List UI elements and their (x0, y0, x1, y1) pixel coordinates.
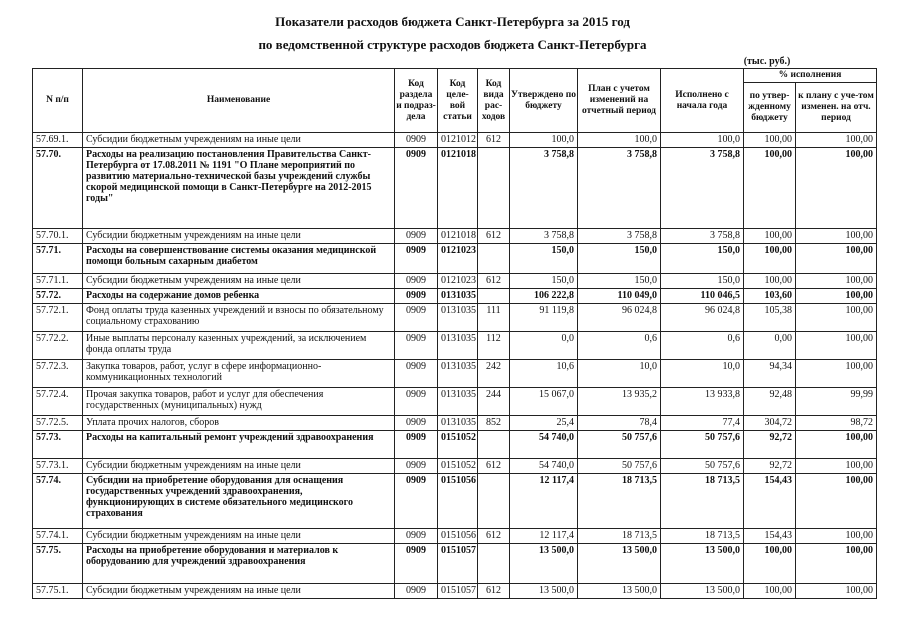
row-executed: 0,6 (661, 332, 744, 360)
row-plan: 0,6 (578, 332, 661, 360)
row-executed: 96 024,8 (661, 304, 744, 332)
row-kind-code: 112 (478, 332, 510, 360)
row-pct-plan: 100,00 (796, 332, 877, 360)
row-num: 57.72.1. (33, 304, 83, 332)
row-pct-approved: 103,60 (744, 289, 796, 304)
header-num: N п/п (33, 69, 83, 133)
row-plan: 10,0 (578, 360, 661, 388)
row-kind-code: 244 (478, 388, 510, 416)
header-pct-approved: по утвер-жденному бюджету (744, 83, 796, 133)
row-pct-approved: 100,00 (744, 133, 796, 148)
row-target-code: 0131035 (438, 388, 478, 416)
row-num: 57.70. (33, 148, 83, 229)
row-pct-plan: 100,00 (796, 474, 877, 529)
report-title-line-1: Показатели расходов бюджета Санкт-Петербурга за 2015 год (275, 14, 630, 29)
row-name: Субсидии бюджетным учреждениям на иные цели (83, 274, 395, 289)
row-plan: 150,0 (578, 244, 661, 274)
row-executed: 110 046,5 (661, 289, 744, 304)
row-plan: 96 024,8 (578, 304, 661, 332)
row-plan: 13 935,2 (578, 388, 661, 416)
row-pct-plan: 100,00 (796, 544, 877, 584)
row-section-code: 0909 (395, 388, 438, 416)
row-num: 57.73. (33, 431, 83, 459)
row-name: Расходы на совершенствование системы оказания медицинской помощи больным сахарным диабетом (83, 244, 395, 274)
row-name: Расходы на приобретение оборудования и материалов к оборудованию для учреждений здравоохранения (83, 544, 395, 584)
row-target-code: 0151052 (438, 431, 478, 459)
row-target-code: 0131035 (438, 360, 478, 388)
report-title-line-2: по ведомственной структуре расходов бюджета Санкт-Петербурга (258, 37, 647, 52)
row-num: 57.72.4. (33, 388, 83, 416)
row-name: Фонд оплаты труда казенных учреждений и взносы по обязательному социальному страхованию (83, 304, 395, 332)
row-section-code: 0909 (395, 274, 438, 289)
row-name: Расходы на содержание домов ребенка (83, 289, 395, 304)
header-section: Код раздела и подраз-дела (395, 69, 438, 133)
row-approved: 91 119,8 (510, 304, 578, 332)
table-row (33, 289, 877, 304)
table-row (33, 229, 877, 244)
row-approved: 12 117,4 (510, 529, 578, 544)
row-pct-plan: 100,00 (796, 360, 877, 388)
row-pct-approved: 100,00 (744, 274, 796, 289)
row-approved: 3 758,8 (510, 229, 578, 244)
row-plan: 100,0 (578, 133, 661, 148)
row-pct-approved: 92,72 (744, 431, 796, 459)
row-plan: 3 758,8 (578, 229, 661, 244)
table-row (33, 332, 877, 360)
header-target: Код целе-вой статьи (438, 69, 478, 133)
table-row (33, 274, 877, 289)
row-name: Иные выплаты персоналу казенных учреждений, за исключением фонда оплаты труда (83, 332, 395, 360)
row-plan: 13 500,0 (578, 544, 661, 584)
header-executed: Исполнено с начала года (661, 69, 744, 133)
row-plan: 13 500,0 (578, 584, 661, 599)
row-name: Прочая закупка товаров, работ и услуг для обеспечения государственных (муниципальных) нужд (83, 388, 395, 416)
table-row (33, 431, 877, 459)
row-target-code: 0151056 (438, 474, 478, 529)
row-executed: 3 758,8 (661, 229, 744, 244)
row-target-code: 0151052 (438, 459, 478, 474)
row-plan: 150,0 (578, 274, 661, 289)
row-executed: 10,0 (661, 360, 744, 388)
row-section-code: 0909 (395, 244, 438, 274)
row-target-code: 0131035 (438, 416, 478, 431)
row-num: 57.71. (33, 244, 83, 274)
row-plan: 50 757,6 (578, 459, 661, 474)
row-num: 57.75. (33, 544, 83, 584)
row-executed: 3 758,8 (661, 148, 744, 229)
row-kind-code (478, 244, 510, 274)
row-executed: 77,4 (661, 416, 744, 431)
row-name: Закупка товаров, работ, услуг в сфере информационно-коммуникационных технологий (83, 360, 395, 388)
row-section-code: 0909 (395, 360, 438, 388)
row-plan: 110 049,0 (578, 289, 661, 304)
row-pct-plan: 100,00 (796, 584, 877, 599)
row-num: 57.74. (33, 474, 83, 529)
table-body (33, 133, 877, 599)
table-row (33, 133, 877, 148)
row-name: Субсидии бюджетным учреждениям на иные цели (83, 229, 395, 244)
row-pct-plan: 100,00 (796, 148, 877, 229)
table-row (33, 544, 877, 584)
budget-table (32, 68, 877, 599)
row-target-code: 0121023 (438, 274, 478, 289)
row-section-code: 0909 (395, 544, 438, 584)
table-row (33, 459, 877, 474)
row-pct-approved: 154,43 (744, 474, 796, 529)
row-kind-code: 612 (478, 133, 510, 148)
row-kind-code: 852 (478, 416, 510, 431)
row-target-code: 0131035 (438, 289, 478, 304)
table-row (33, 244, 877, 274)
row-pct-plan: 100,00 (796, 529, 877, 544)
row-approved: 10,6 (510, 360, 578, 388)
row-pct-approved: 100,00 (744, 244, 796, 274)
row-pct-plan: 99,99 (796, 388, 877, 416)
row-section-code: 0909 (395, 289, 438, 304)
row-num: 57.71.1. (33, 274, 83, 289)
row-executed: 13 933,8 (661, 388, 744, 416)
table-row (33, 148, 877, 229)
row-approved: 150,0 (510, 244, 578, 274)
row-plan: 18 713,5 (578, 529, 661, 544)
row-pct-approved: 100,00 (744, 229, 796, 244)
row-section-code: 0909 (395, 474, 438, 529)
row-num: 57.72. (33, 289, 83, 304)
row-approved: 0,0 (510, 332, 578, 360)
row-executed: 18 713,5 (661, 474, 744, 529)
row-kind-code: 612 (478, 584, 510, 599)
row-plan: 50 757,6 (578, 431, 661, 459)
row-plan: 78,4 (578, 416, 661, 431)
row-approved: 150,0 (510, 274, 578, 289)
row-kind-code: 242 (478, 360, 510, 388)
row-target-code: 0131035 (438, 332, 478, 360)
table-row (33, 360, 877, 388)
row-kind-code (478, 148, 510, 229)
row-pct-approved: 100,00 (744, 148, 796, 229)
table-row (33, 304, 877, 332)
row-pct-plan: 100,00 (796, 244, 877, 274)
row-section-code: 0909 (395, 133, 438, 148)
table-header (33, 69, 877, 133)
row-name: Субсидии бюджетным учреждениям на иные цели (83, 529, 395, 544)
row-target-code: 0121012 (438, 133, 478, 148)
row-approved: 106 222,8 (510, 289, 578, 304)
row-target-code: 0151057 (438, 544, 478, 584)
row-executed: 100,0 (661, 133, 744, 148)
table-row (33, 529, 877, 544)
row-pct-approved: 94,34 (744, 360, 796, 388)
row-plan: 18 713,5 (578, 474, 661, 529)
row-name: Субсидии бюджетным учреждениям на иные цели (83, 459, 395, 474)
row-num: 57.70.1. (33, 229, 83, 244)
row-name: Расходы на реализацию постановления Правительства Санкт-Петербурга от 17.08.2011 № 1191 "О Плане мероприятий по развитию материально-технической базы учреждений службы скорой медицинской помощи в Санкт-Петербурге на 2012-2015 годы" (83, 148, 395, 229)
header-approved: Утверждено по бюджету (510, 69, 578, 133)
row-num: 57.72.3. (33, 360, 83, 388)
row-pct-plan: 98,72 (796, 416, 877, 431)
row-name: Субсидии бюджетным учреждениям на иные цели (83, 133, 395, 148)
row-pct-plan: 100,00 (796, 274, 877, 289)
row-approved: 15 067,0 (510, 388, 578, 416)
header-kind: Код вида рас-ходов (478, 69, 510, 133)
row-name: Уплата прочих налогов, сборов (83, 416, 395, 431)
row-pct-plan: 100,00 (796, 289, 877, 304)
row-num: 57.69.1. (33, 133, 83, 148)
row-section-code: 0909 (395, 416, 438, 431)
row-pct-plan: 100,00 (796, 431, 877, 459)
row-kind-code (478, 289, 510, 304)
row-pct-plan: 100,00 (796, 304, 877, 332)
row-kind-code (478, 474, 510, 529)
row-pct-approved: 154,43 (744, 529, 796, 544)
row-kind-code: 612 (478, 274, 510, 289)
row-target-code: 0121018 (438, 229, 478, 244)
row-approved: 54 740,0 (510, 459, 578, 474)
row-executed: 150,0 (661, 244, 744, 274)
row-section-code: 0909 (395, 229, 438, 244)
header-percent: % исполнения (744, 69, 877, 83)
header-plan: План с учетом изменений на отчетный период (578, 69, 661, 133)
row-num: 57.75.1. (33, 584, 83, 599)
header-pct-plan: к плану с уче-том изменен. на отч. период (796, 83, 877, 133)
row-kind-code: 111 (478, 304, 510, 332)
row-executed: 150,0 (661, 274, 744, 289)
row-section-code: 0909 (395, 304, 438, 332)
row-executed: 13 500,0 (661, 544, 744, 584)
row-name: Субсидии на приобретение оборудования для оснащения государственных учреждений здравоохранения, функционирующих в системе обязательного медицинского страхования (83, 474, 395, 529)
row-kind-code (478, 544, 510, 584)
row-section-code: 0909 (395, 332, 438, 360)
row-executed: 50 757,6 (661, 431, 744, 459)
row-section-code: 0909 (395, 459, 438, 474)
row-num: 57.74.1. (33, 529, 83, 544)
table-row (33, 584, 877, 599)
row-section-code: 0909 (395, 529, 438, 544)
row-target-code: 0121018 (438, 148, 478, 229)
row-executed: 50 757,6 (661, 459, 744, 474)
row-approved: 100,0 (510, 133, 578, 148)
header-name: Наименование (83, 69, 395, 133)
row-pct-approved: 0,00 (744, 332, 796, 360)
row-executed: 18 713,5 (661, 529, 744, 544)
row-num: 57.72.2. (33, 332, 83, 360)
row-kind-code (478, 431, 510, 459)
row-target-code: 0121023 (438, 244, 478, 274)
row-plan: 3 758,8 (578, 148, 661, 229)
row-section-code: 0909 (395, 148, 438, 229)
row-pct-approved: 92,48 (744, 388, 796, 416)
row-pct-plan: 100,00 (796, 133, 877, 148)
row-target-code: 0151056 (438, 529, 478, 544)
row-section-code: 0909 (395, 431, 438, 459)
row-approved: 13 500,0 (510, 584, 578, 599)
row-approved: 12 117,4 (510, 474, 578, 529)
row-kind-code: 612 (478, 229, 510, 244)
row-approved: 25,4 (510, 416, 578, 431)
row-pct-plan: 100,00 (796, 459, 877, 474)
row-approved: 54 740,0 (510, 431, 578, 459)
row-name: Расходы на капитальный ремонт учреждений здравоохранения (83, 431, 395, 459)
row-pct-approved: 304,72 (744, 416, 796, 431)
row-target-code: 0151057 (438, 584, 478, 599)
row-pct-plan: 100,00 (796, 229, 877, 244)
row-pct-approved: 100,00 (744, 544, 796, 584)
row-pct-approved: 100,00 (744, 584, 796, 599)
table-row (33, 474, 877, 529)
table-row (33, 388, 877, 416)
row-pct-approved: 105,38 (744, 304, 796, 332)
row-executed: 13 500,0 (661, 584, 744, 599)
units-label: (тыс. руб.) (743, 56, 791, 67)
row-num: 57.73.1. (33, 459, 83, 474)
row-num: 57.72.5. (33, 416, 83, 431)
row-name: Субсидии бюджетным учреждениям на иные цели (83, 584, 395, 599)
row-target-code: 0131035 (438, 304, 478, 332)
row-pct-approved: 92,72 (744, 459, 796, 474)
row-kind-code: 612 (478, 529, 510, 544)
row-section-code: 0909 (395, 584, 438, 599)
row-approved: 13 500,0 (510, 544, 578, 584)
row-kind-code: 612 (478, 459, 510, 474)
table-row (33, 416, 877, 431)
row-approved: 3 758,8 (510, 148, 578, 229)
